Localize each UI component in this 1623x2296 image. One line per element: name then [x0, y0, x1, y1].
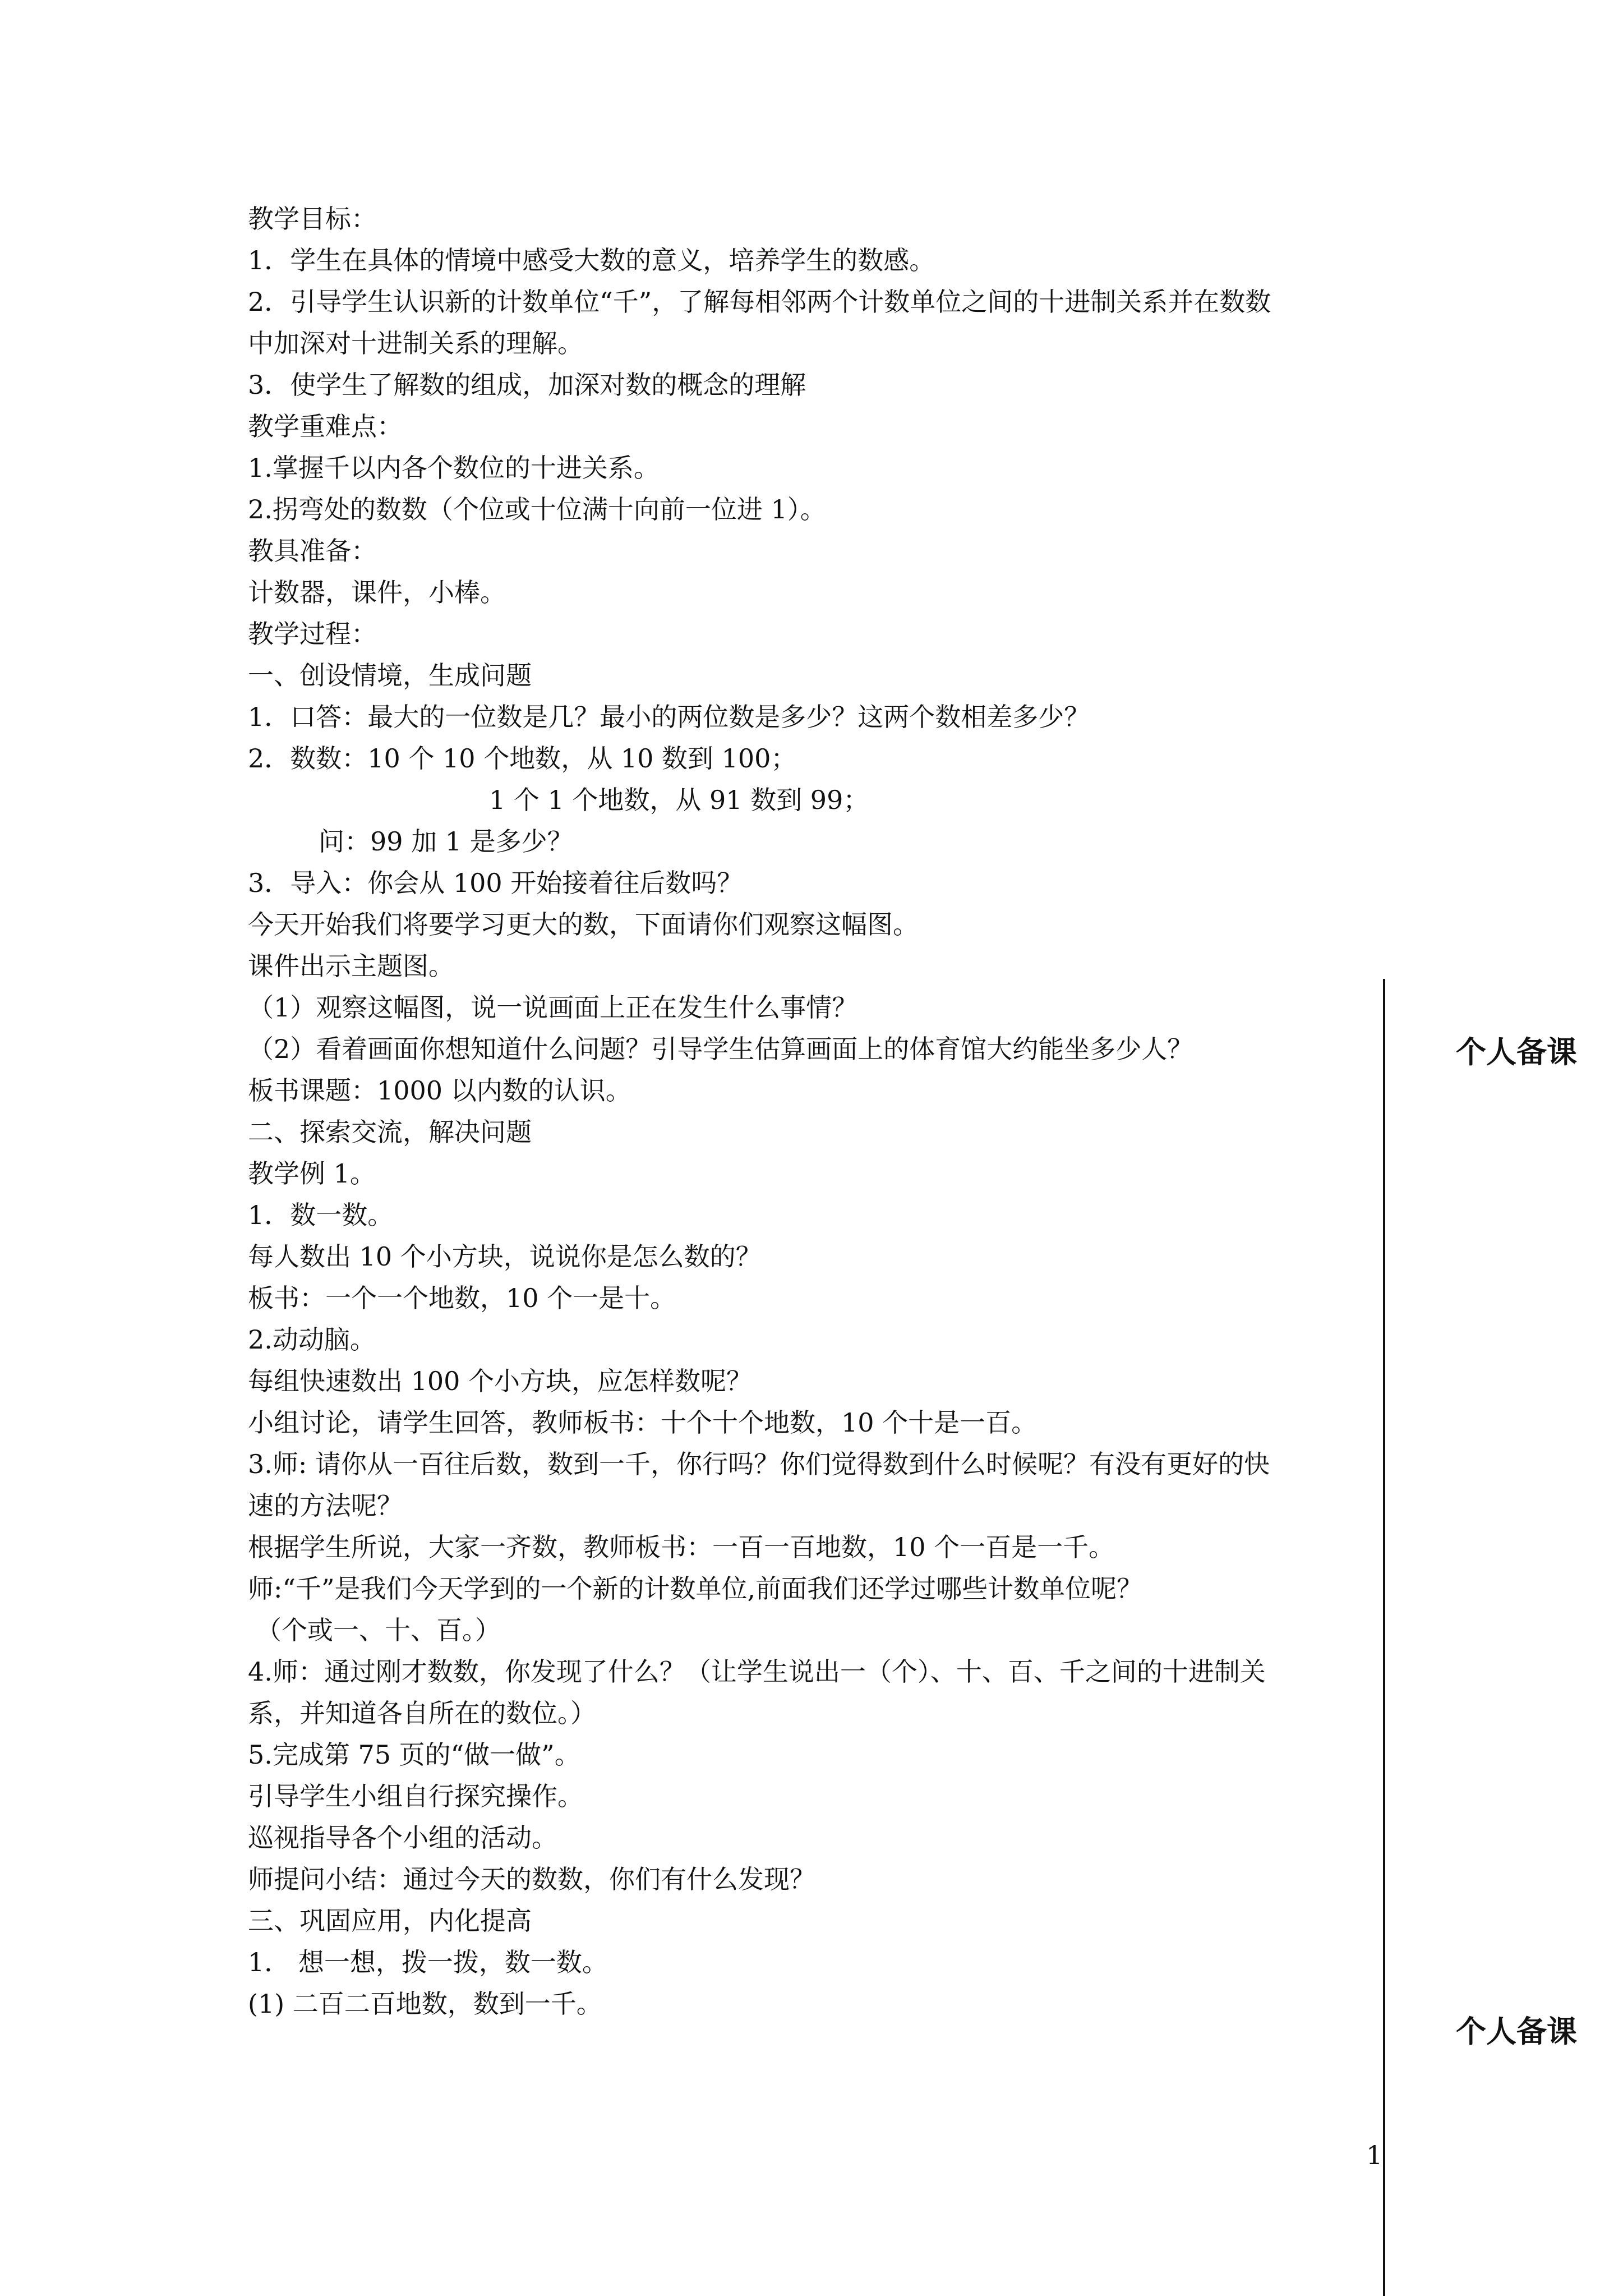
text-line: 1.掌握千以内各个数位的十进关系。: [248, 453, 660, 483]
text-line: 教学例 1。: [248, 1158, 376, 1189]
text-line: 引导学生小组自行探究操作。: [248, 1781, 583, 1811]
text-line: 巡视指导各个小组的活动。: [248, 1823, 557, 1853]
text-line: 3．使学生了解数的组成，加深对数的概念的理解: [248, 370, 806, 400]
text-line: 一、创设情境，生成问题: [248, 660, 532, 691]
side-label-personal-prep: 个人备课: [1456, 1034, 1577, 1070]
text-line: 1．口答：最大的一位数是几？最小的两位数是多少？这两个数相差多少？: [248, 702, 1090, 732]
text-line: 2．引导学生认识新的计数单位“千”，了解每相邻两个计数单位之间的十进制关系并在数数: [248, 287, 1271, 317]
text-line: 师提问小结：通过今天的数数，你们有什么发现？: [248, 1864, 815, 1894]
text-line: 4.师：通过刚才数数，你发现了什么？（让学生说出一（个）、十、百、千之间的十进制关: [248, 1657, 1266, 1687]
text-line: 1 个 1 个地数，从 91 数到 99；: [489, 785, 869, 815]
text-line: 速的方法呢？: [248, 1490, 403, 1521]
side-label-personal-prep: 个人备课: [1456, 2014, 1577, 2049]
margin-divider: [1383, 979, 1385, 2296]
text-line: 1． 想一想，拨一拨，数一数。: [248, 1947, 608, 1977]
text-line: 教具准备：: [248, 536, 377, 566]
text-line: 二、探索交流，解决问题: [248, 1117, 532, 1147]
text-line: 课件出示主题图。: [248, 951, 454, 981]
text-line: 今天开始我们将要学习更大的数，下面请你们观察这幅图。: [248, 909, 919, 940]
text-line: 2．数数：10 个 10 个地数，从 10 数到 100；: [248, 743, 797, 774]
text-line: （1）观察这幅图，说一说画面上正在发生什么事情？: [248, 992, 858, 1023]
text-line: 2.动动脑。: [248, 1324, 376, 1355]
text-line: 师:“千”是我们今天学到的一个新的计数单位,前面我们还学过哪些计数单位呢？: [248, 1573, 1143, 1604]
text-line: 3．导入：你会从 100 开始接着往后数吗？: [248, 868, 743, 898]
text-line: 根据学生所说，大家一齐数，教师板书：一百一百地数，10 个一百是一千。: [248, 1532, 1115, 1562]
text-line: 教学目标：: [248, 204, 377, 234]
text-line: 1．学生在具体的情境中感受大数的意义，培养学生的数感。: [248, 245, 935, 275]
text-line: 2.拐弯处的数数（个位或十位满十向前一位进 1）。: [248, 494, 826, 524]
text-line: 5.完成第 75 页的“做一做”。: [248, 1740, 580, 1770]
text-line: （个或一、十、百。）: [256, 1615, 501, 1645]
text-line: 教学重难点：: [248, 411, 403, 441]
text-line: (1) 二百二百地数，数到一千。: [248, 1989, 602, 2019]
text-line: 三、巩固应用，内化提高: [248, 1906, 532, 1936]
text-line: 1．数一数。: [248, 1200, 394, 1230]
text-line: 每组快速数出 100 个小方块，应怎样数呢？: [248, 1366, 753, 1396]
text-line: 板书课题：1000 以内数的认识。: [248, 1075, 631, 1106]
text-line: 每人数出 10 个小方块，说说你是怎么数的？: [248, 1241, 762, 1272]
text-line: 系，并知道各自所在的数位。）: [248, 1698, 596, 1728]
text-line: 3.师: 请你从一百往后数，数到一千，你行吗？你们觉得数到什么时候呢？有没有更好的快: [248, 1449, 1270, 1479]
text-line: 问：99 加 1 是多少？: [319, 826, 573, 857]
text-line: 计数器，课件，小棒。: [248, 577, 506, 608]
text-line: 小组讨论，请学生回答，教师板书：十个十个地数，10 个十是一百。: [248, 1407, 1038, 1438]
text-line: 中加深对十进制关系的理解。: [248, 328, 583, 358]
page-number: 1: [1366, 2140, 1383, 2170]
text-line: 教学过程：: [248, 619, 377, 649]
text-line: 板书：一个一个地数，10 个一是十。: [248, 1283, 676, 1313]
text-line: （2）看着画面你想知道什么问题？引导学生估算画面上的体育馆大约能坐多少人？: [248, 1034, 1193, 1064]
